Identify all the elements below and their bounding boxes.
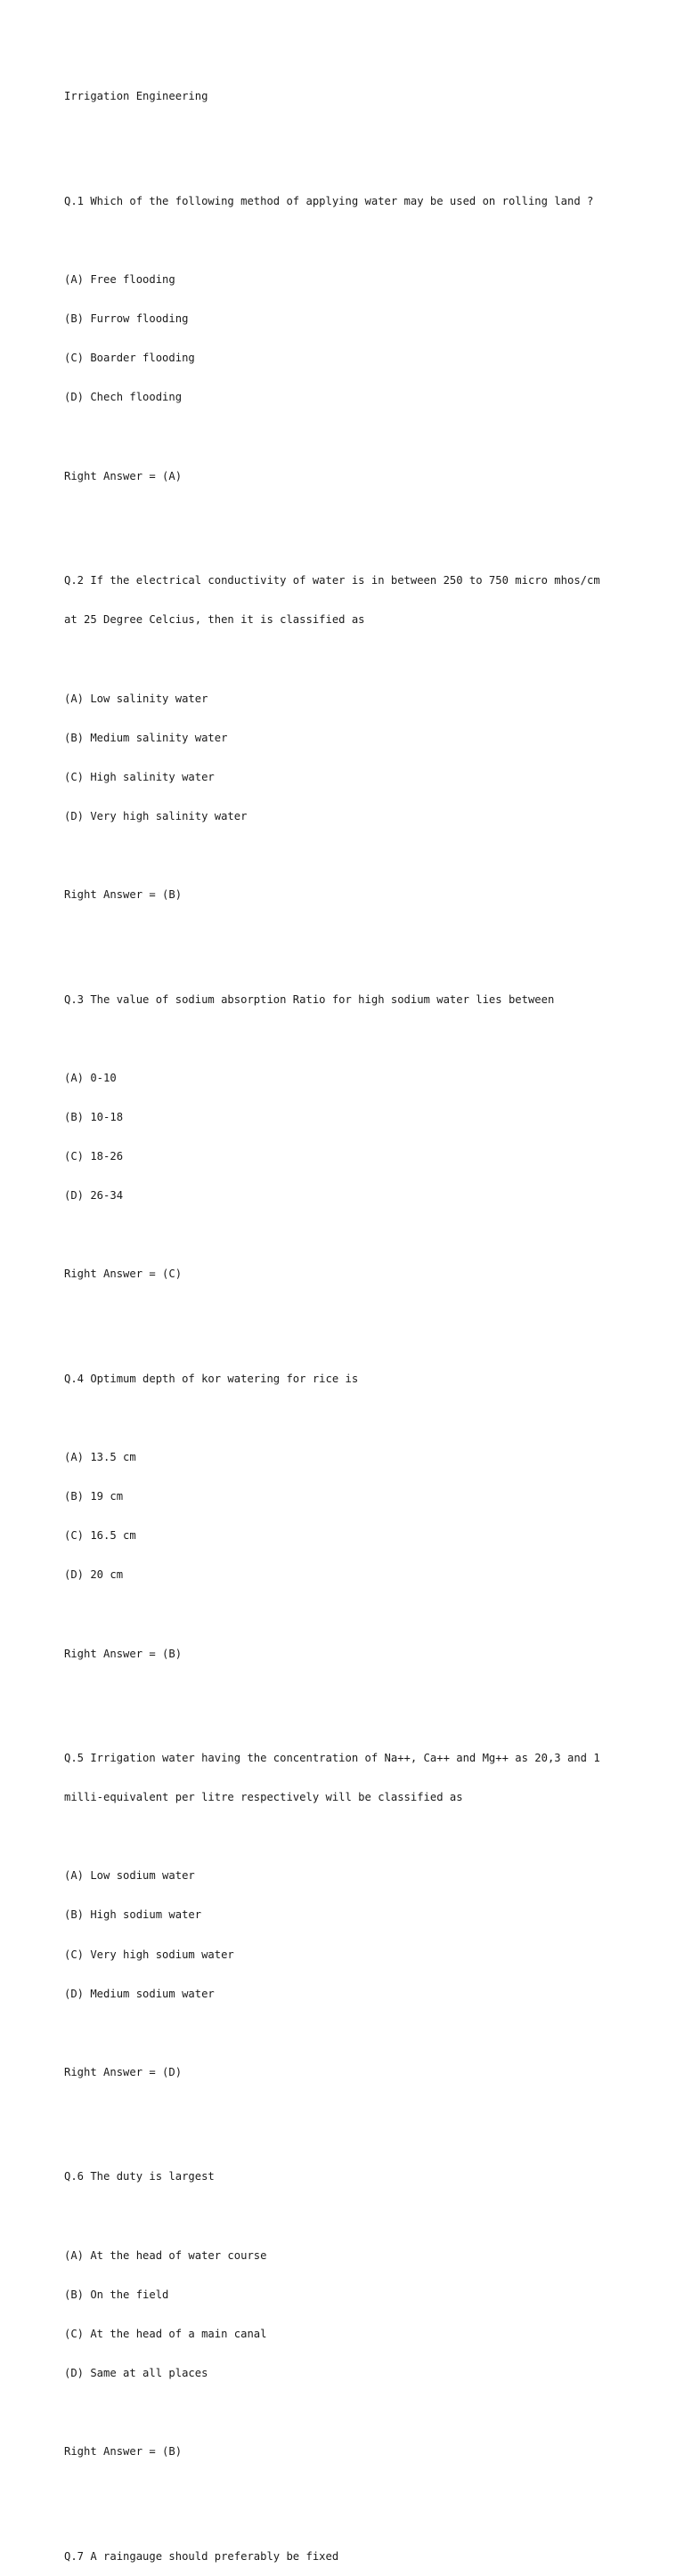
spacer [64,509,634,522]
answer-option: (B) On the field [64,2288,169,2301]
answer-option: (C) High salinity water [64,770,215,783]
question-text: at 25 Degree Celcius, then it is classified as [64,613,365,627]
spacer [64,1830,634,1843]
answer-option: (B) Furrow flooding [64,312,189,326]
answer-option: (B) 10-18 [64,1110,124,1123]
right-answer: Right Answer = (B) [64,1647,183,1660]
right-answer: Right Answer = (B) [64,888,183,901]
answer-option: (B) 19 cm [64,1490,124,1503]
answer-option: (C) At the head of a main canal [64,2327,267,2340]
document-page [64,64,634,2576]
answer-option: (D) Same at all places [64,2366,208,2379]
question-text: milli-equivalent per litre respectively will be classified as [64,1791,463,1804]
question-text: Q.6 The duty is largest [64,2170,215,2183]
answer-option: (B) Medium salinity water [64,731,228,744]
spacer [64,2406,634,2419]
spacer [64,849,634,863]
answer-option: (A) 13.5 cm [64,1451,136,1464]
question-text: Q.5 Irrigation water having the concentration of Na++, Ca++ and Mg++ as 20,3 and 1 [64,1752,600,1765]
spacer [64,1307,634,1320]
spacer [64,431,634,444]
spacer [64,1412,634,1425]
answer-option: (B) High sodium water [64,1908,202,1922]
answer-option: (D) 26-34 [64,1189,124,1203]
question-text: Q.7 A raingauge should preferably be fixed [64,2549,339,2563]
spacer [64,2027,634,2040]
spacer [64,234,634,247]
question-text: Q.3 The value of sodium absorption Ratio for high sodium water lies between [64,992,555,1006]
answer-option: (D) Very high salinity water [64,809,248,822]
spacer [64,928,634,941]
question-text: Q.4 Optimum depth of kor watering for rice is [64,1372,359,1385]
answer-option: (D) Medium sodium water [64,1987,215,2000]
document-title: Irrigation Engineering [64,90,208,103]
spacer [64,1608,634,1621]
answer-option: (C) Very high sodium water [64,1948,234,1961]
spacer [64,1687,634,1700]
spacer [64,2484,634,2498]
answer-option: (C) 16.5 cm [64,1529,136,1543]
answer-option: (D) 20 cm [64,1568,124,1582]
question-text: Q.1 Which of the following method of applying water may be used on rolling land ? [64,195,594,207]
right-answer: Right Answer = (D) [64,2065,183,2078]
answer-option: (C) Boarder flooding [64,352,195,365]
answer-option: (A) At the head of water course [64,2248,267,2262]
answer-option: (A) 0-10 [64,1071,117,1084]
right-answer: Right Answer = (B) [64,2445,183,2459]
spacer [64,652,634,666]
answer-option: (A) Low sodium water [64,1869,195,1883]
spacer [64,130,634,143]
spacer [64,1033,634,1046]
spacer [64,1228,634,1242]
answer-option: (A) Free flooding [64,273,175,287]
question-text: Q.2 If the electrical conductivity of water is in between 250 to 750 micro mhos/cm [64,574,600,587]
answer-option: (D) Chech flooding [64,391,183,404]
answer-option: (A) Low salinity water [64,692,208,705]
right-answer: Right Answer = (A) [64,469,183,482]
answer-option: (C) 18-26 [64,1149,124,1162]
spacer [64,2105,634,2118]
right-answer: Right Answer = (C) [64,1268,183,1281]
spacer [64,2210,634,2224]
